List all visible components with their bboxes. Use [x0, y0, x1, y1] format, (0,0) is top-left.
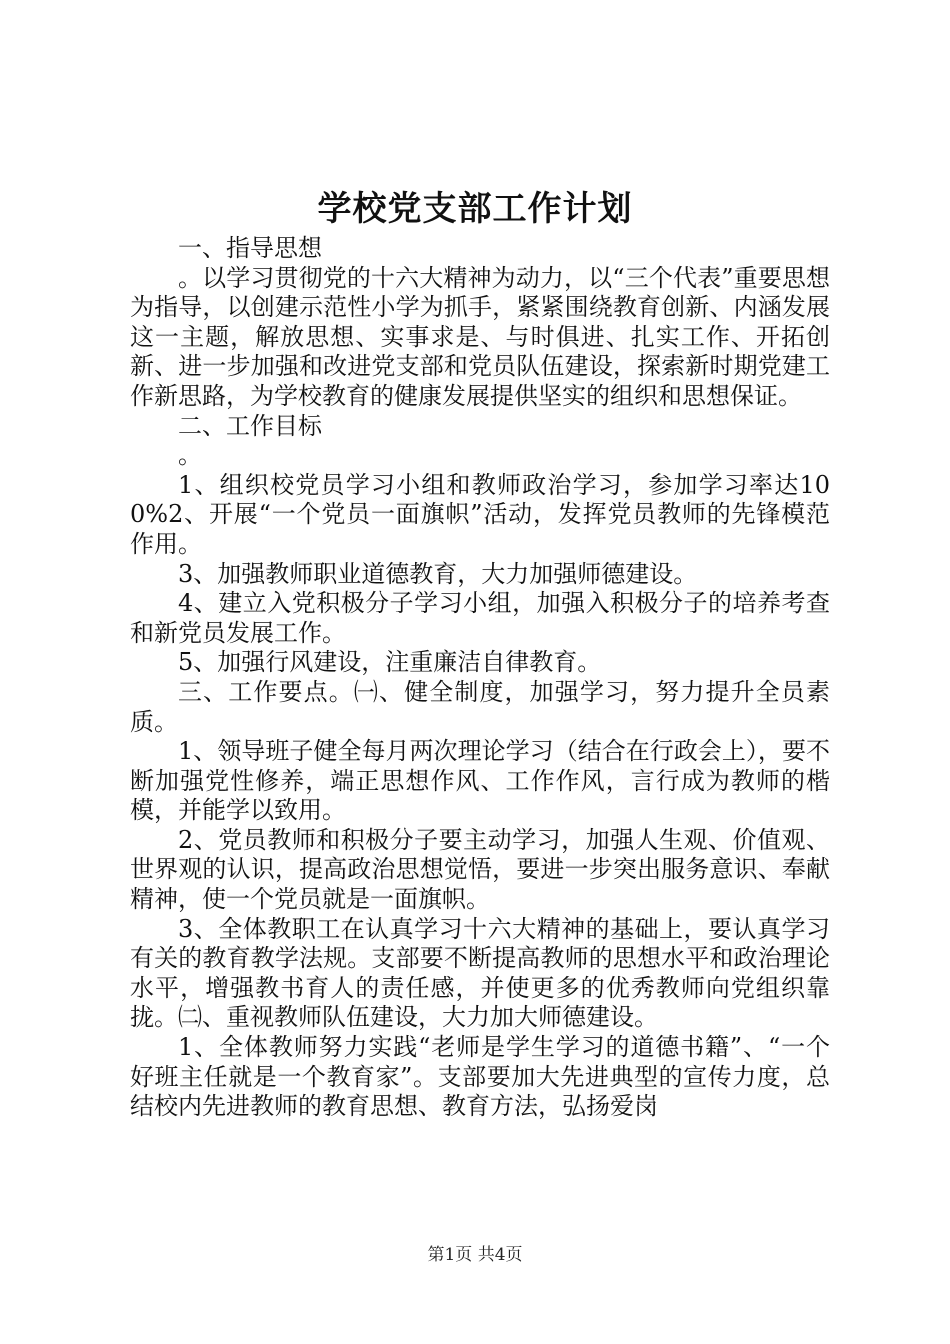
- paragraph-period: 。: [178, 441, 202, 470]
- section-heading-work-points: 三、工作要点。㈠、健全制度，加强学习，努力提升全员素质。: [130, 677, 830, 736]
- paragraph-point-2: 2、党员教师和积极分子要主动学习，加强人生观、价值观、世界观的认识，提高政治思想觉悟，要进一步突出服务意识、奉献精神，使一个党员就是一面旗帜。: [130, 825, 830, 914]
- paragraph-guiding-ideology: 。以学习贯彻党的十六大精神为动力，以“三个代表”重要思想为指导，以创建示范性小学为抓手，紧紧围绕教育创新、内涵发展这一主题，解放思想、实事求是、与时俱进、扎实工作、开拓创新、进一步加强和改进党支部和党员队伍建设，探索新时期党建工作新思路，为学校教育的健康发展提供坚实的组织和思想保证。: [130, 263, 830, 410]
- section-heading-guiding-ideology: 一、指导思想: [178, 234, 322, 262]
- document-title: 学校党支部工作计划: [317, 189, 633, 229]
- section-heading-work-goals: 二、工作目标: [178, 411, 322, 440]
- document-body: [130, 234, 830, 1122]
- page-footer: 第1页 共4页: [427, 1245, 523, 1265]
- paragraph-goal-5: 5、加强行风建设，注重廉洁自律教育。: [178, 648, 602, 677]
- paragraph-goal-3: 3、加强教师职业道德教育，大力加强师德建设。: [178, 559, 698, 588]
- paragraph-point-3: 3、全体教职工在认真学习十六大精神的基础上，要认真学习有关的教育教学法规。支部要不断提高教师的思想水平和政治理论水平，增强教书育人的责任感，并使更多的优秀教师向党组织靠拢。㈡、重视教师队伍建设，大力加大师德建设。: [130, 914, 830, 1032]
- paragraph-goal-4: 4、建立入党积极分子学习小组，加强入积极分子的培养考查和新党员发展工作。: [130, 589, 830, 647]
- paragraph-goal-1-2: 1、组织校党员学习小组和教师政治学习，参加学习率达100%2、开展“一个党员一面旗帜”活动，发挥党员教师的先锋模范作用。: [130, 470, 830, 558]
- paragraph-point-1: 1、领导班子健全每月两次理论学习（结合在行政会上），要不断加强党性修养，端正思想作风、工作作风，言行成为教师的楷模，并能学以致用。: [130, 737, 830, 825]
- paragraph-teacher-1: 1、全体教师努力实践“老师是学生学习的道德书籍”、“一个好班主任就是一个教育家”。支部要加大先进典型的宣传力度，总结校内先进教师的教育思想、教育方法，弘扬爱岗: [130, 1033, 830, 1121]
